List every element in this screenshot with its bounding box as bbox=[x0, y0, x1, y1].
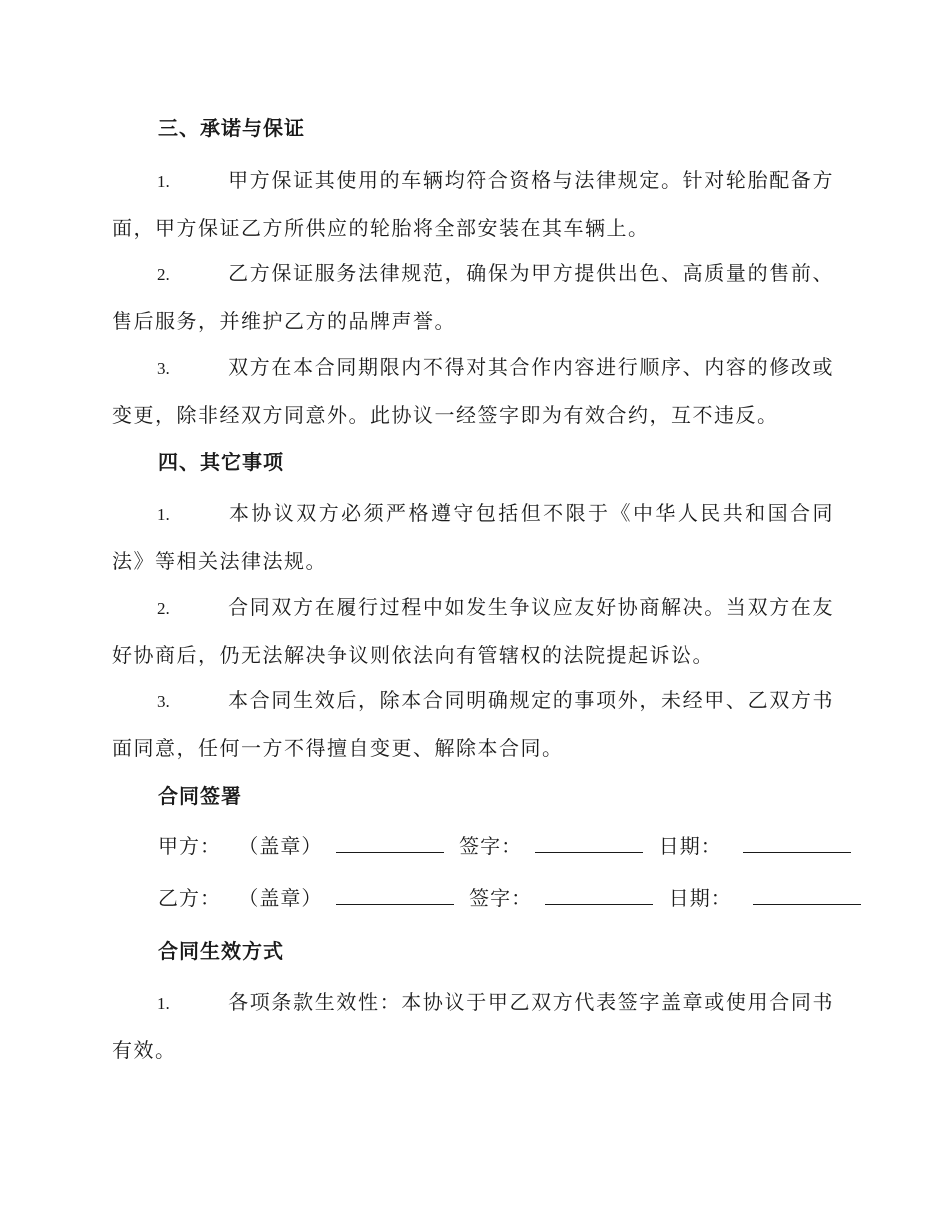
sign-blank-line[interactable] bbox=[535, 834, 643, 853]
seal-label: （盖章） bbox=[238, 886, 323, 910]
clause-number: 3. bbox=[157, 692, 170, 711]
clause-text: 本协议双方必须严格遵守包括但不限于《中华人民共和国合同法》等相关法律法规。 bbox=[112, 501, 834, 573]
clause-3-1 bbox=[112, 157, 834, 251]
clause-number: 2. bbox=[157, 265, 170, 284]
seal-label: （盖章） bbox=[238, 834, 323, 858]
section-heading-effectiveness: 合同生效方式 bbox=[158, 939, 284, 963]
section-heading-commitments: 三、承诺与保证 bbox=[158, 116, 305, 140]
clause-4-1 bbox=[112, 490, 834, 584]
section-heading-other-matters: 四、其它事项 bbox=[158, 450, 284, 474]
sign-blank-line[interactable] bbox=[545, 886, 653, 905]
sign-label: 签字： bbox=[459, 834, 523, 858]
sign-label: 签字： bbox=[469, 886, 533, 910]
clause-4-2 bbox=[112, 584, 834, 678]
date-label: 日期： bbox=[658, 834, 722, 858]
section-heading-signing: 合同签署 bbox=[158, 784, 242, 808]
seal-blank-line[interactable] bbox=[336, 886, 454, 905]
seal-blank-line[interactable] bbox=[336, 834, 444, 853]
clause-text: 各项条款生效性：本协议于甲乙双方代表签字盖章或使用合同书有效。 bbox=[112, 990, 834, 1062]
clause-number: 2. bbox=[157, 599, 170, 618]
clause-text: 双方在本合同期限内不得对其合作内容进行顺序、内容的修改或变更，除非经双方同意外。此协议一经签字即为有效合约，互不违反。 bbox=[112, 355, 834, 427]
date-blank-line[interactable] bbox=[743, 834, 851, 853]
clause-number: 3. bbox=[157, 359, 170, 378]
party-a-signature-row bbox=[158, 834, 851, 858]
party-b-signature-row bbox=[158, 886, 861, 910]
clause-3-3 bbox=[112, 344, 834, 438]
date-label: 日期： bbox=[668, 886, 732, 910]
clause-text: 乙方保证服务法律规范，确保为甲方提供出色、高质量的售前、售后服务，并维护乙方的品牌声誉。 bbox=[112, 261, 834, 333]
clause-4-3 bbox=[112, 677, 834, 771]
clause-number: 1. bbox=[157, 172, 170, 191]
clause-number: 1. bbox=[157, 505, 170, 524]
clause-text: 合同双方在履行过程中如发生争议应友好协商解决。当双方在友好协商后，仍无法解决争议则依法向有管辖权的法院提起诉讼。 bbox=[112, 595, 834, 667]
party-a-label: 甲方： bbox=[158, 834, 221, 858]
clause-text: 本合同生效后，除本合同明确规定的事项外，未经甲、乙双方书面同意，任何一方不得擅自变更、解除本合同。 bbox=[112, 688, 834, 760]
clause-3-2 bbox=[112, 250, 834, 344]
clause-effect-1 bbox=[112, 979, 834, 1073]
clause-text: 甲方保证其使用的车辆均符合资格与法律规定。针对轮胎配备方面，甲方保证乙方所供应的轮胎将全部安装在其车辆上。 bbox=[112, 168, 834, 240]
date-blank-line[interactable] bbox=[753, 886, 861, 905]
party-b-label: 乙方： bbox=[158, 886, 221, 910]
clause-number: 1. bbox=[157, 994, 170, 1013]
